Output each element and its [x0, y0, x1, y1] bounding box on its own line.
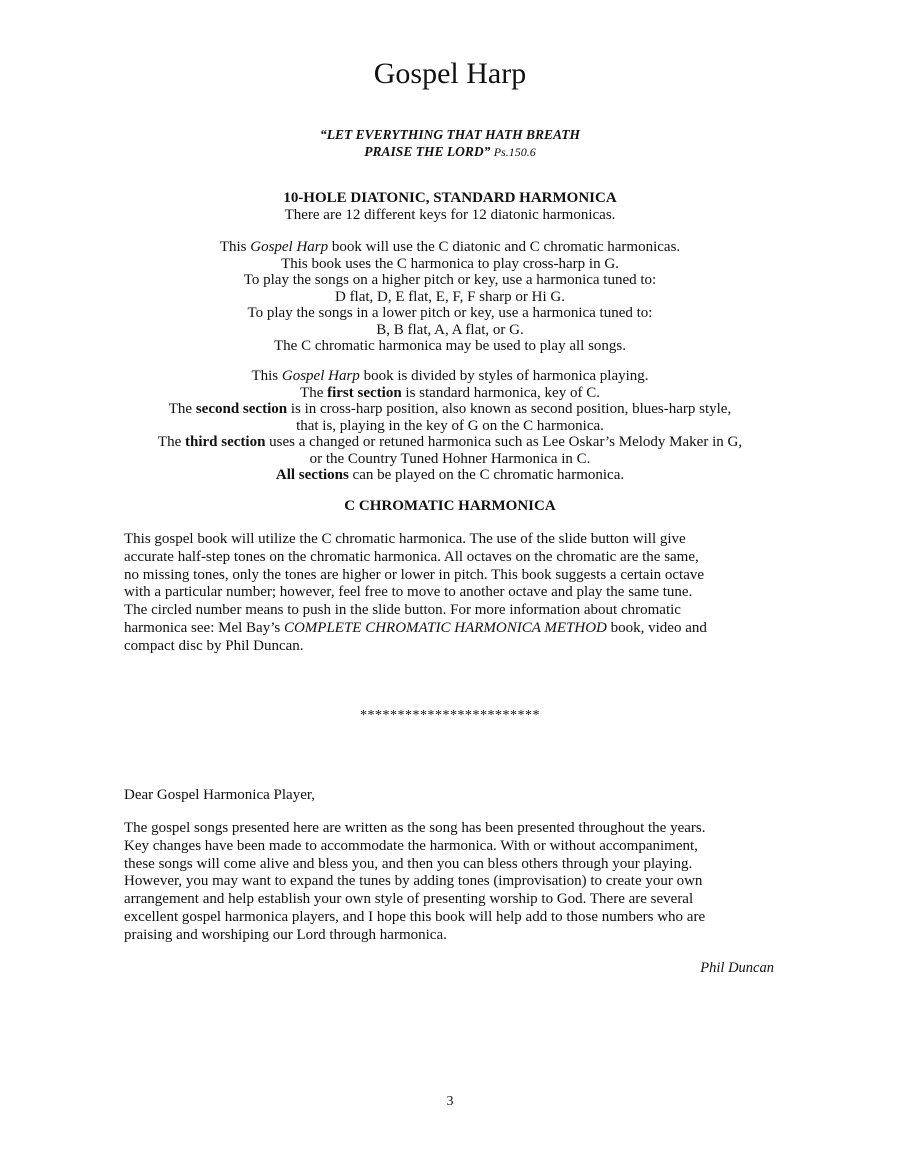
divider: ************************ — [360, 708, 540, 723]
letter-line: arrangement and help establish your own style of presenting worship to God. There are several — [124, 891, 694, 908]
chromatic-paragraph — [124, 531, 774, 656]
diatonic-line-5: To play the songs in a lower pitch or key, use a harmonica tuned to: — [247, 305, 653, 321]
page-number: 3 — [446, 1094, 454, 1109]
chromatic-line: The circled number means to push in the slide button. For more information about chromatic — [124, 602, 681, 619]
chromatic-line: no missing tones, only the tones are higher or lower in pitch. This book suggests a certain octave — [124, 566, 705, 583]
diatonic-line-4: D flat, D, E flat, E, F, F sharp or Hi G. — [334, 288, 566, 305]
chromatic-heading: C CHROMATIC HARMONICA — [344, 498, 556, 514]
sections-line-7: All sections can be played on the C chromatic harmonica. — [275, 467, 625, 483]
sections-line-5: The third section uses a changed or retuned harmonica such as Lee Oskar’s Melody Maker in G, — [157, 434, 743, 450]
letter-line: excellent gospel harmonica players, and I hope this book will help add to those numbers who are — [124, 908, 706, 925]
chromatic-line: This gospel book will utilize the C chromatic harmonica. The use of the slide button will give — [124, 531, 686, 547]
sections-line-4: that is, playing in the key of G on the C harmonica. — [296, 417, 604, 434]
letter-line: The gospel songs presented here are written as the song has been presented throughout the years. — [124, 820, 706, 836]
chromatic-line: with a particular number; however, feel free to move to another octave and play the same tune. — [124, 584, 693, 601]
sections-overview — [0, 368, 900, 484]
sections-line-1: This Gospel Harp book is divided by styles of harmonica playing. — [251, 368, 649, 384]
diatonic-line-7: The C chromatic harmonica may be used to play all songs. — [274, 338, 626, 354]
page-title: Gospel Harp — [373, 57, 527, 90]
sections-line-3: The second section is in cross-harp position, also known as second position, blues-harp style, — [168, 401, 732, 417]
letter-signature: Phil Duncan — [700, 960, 774, 976]
letter-body — [124, 820, 774, 945]
sections-line-6: or the Country Tuned Hohner Harmonica in C. — [309, 450, 591, 467]
scripture-verse — [0, 126, 900, 161]
letter-line: However, you may want to expand the tunes by adding tones (improvisation) to create your own — [124, 873, 703, 890]
letter-line: these songs will come alive and bless you, and then you can bless others through your playing. — [124, 855, 693, 872]
letter-salutation: Dear Gospel Harmonica Player, — [124, 787, 315, 803]
verse-reference: Ps.150.6 — [493, 145, 536, 159]
chromatic-line: compact disc by Phil Duncan. — [124, 637, 304, 654]
diatonic-line-2: This book uses the C harmonica to play cross-harp in G. — [281, 255, 619, 272]
diatonic-subheading: There are 12 different keys for 12 diatonic harmonicas. — [284, 206, 616, 223]
diatonic-section — [0, 190, 900, 355]
diatonic-heading: 10-HOLE DIATONIC, STANDARD HARMONICA — [283, 190, 617, 206]
letter-line: praising and worshiping our Lord through harmonica. — [124, 926, 447, 943]
diatonic-line-1: This Gospel Harp book will use the C diatonic and C chromatic harmonicas. — [219, 239, 681, 255]
verse-line-2: PRAISE THE LORD” — [364, 144, 491, 159]
sections-line-2: The first section is standard harmonica, key of C. — [300, 384, 600, 401]
chromatic-line: harmonica see: Mel Bay’s COMPLETE CHROMATIC HARMONICA METHOD book, video and — [124, 619, 707, 636]
verse-line-1: “LET EVERYTHING THAT HATH BREATH — [319, 127, 581, 142]
diatonic-line-3: To play the songs on a higher pitch or key, use a harmonica tuned to: — [243, 272, 657, 288]
chromatic-line: accurate half-step tones on the chromatic harmonica. All octaves on the chromatic are the same, — [124, 548, 699, 565]
letter-line: Key changes have been made to accommodate the harmonica. With or without accompaniment, — [124, 837, 698, 854]
diatonic-line-6: B, B flat, A, A flat, or G. — [376, 321, 524, 338]
